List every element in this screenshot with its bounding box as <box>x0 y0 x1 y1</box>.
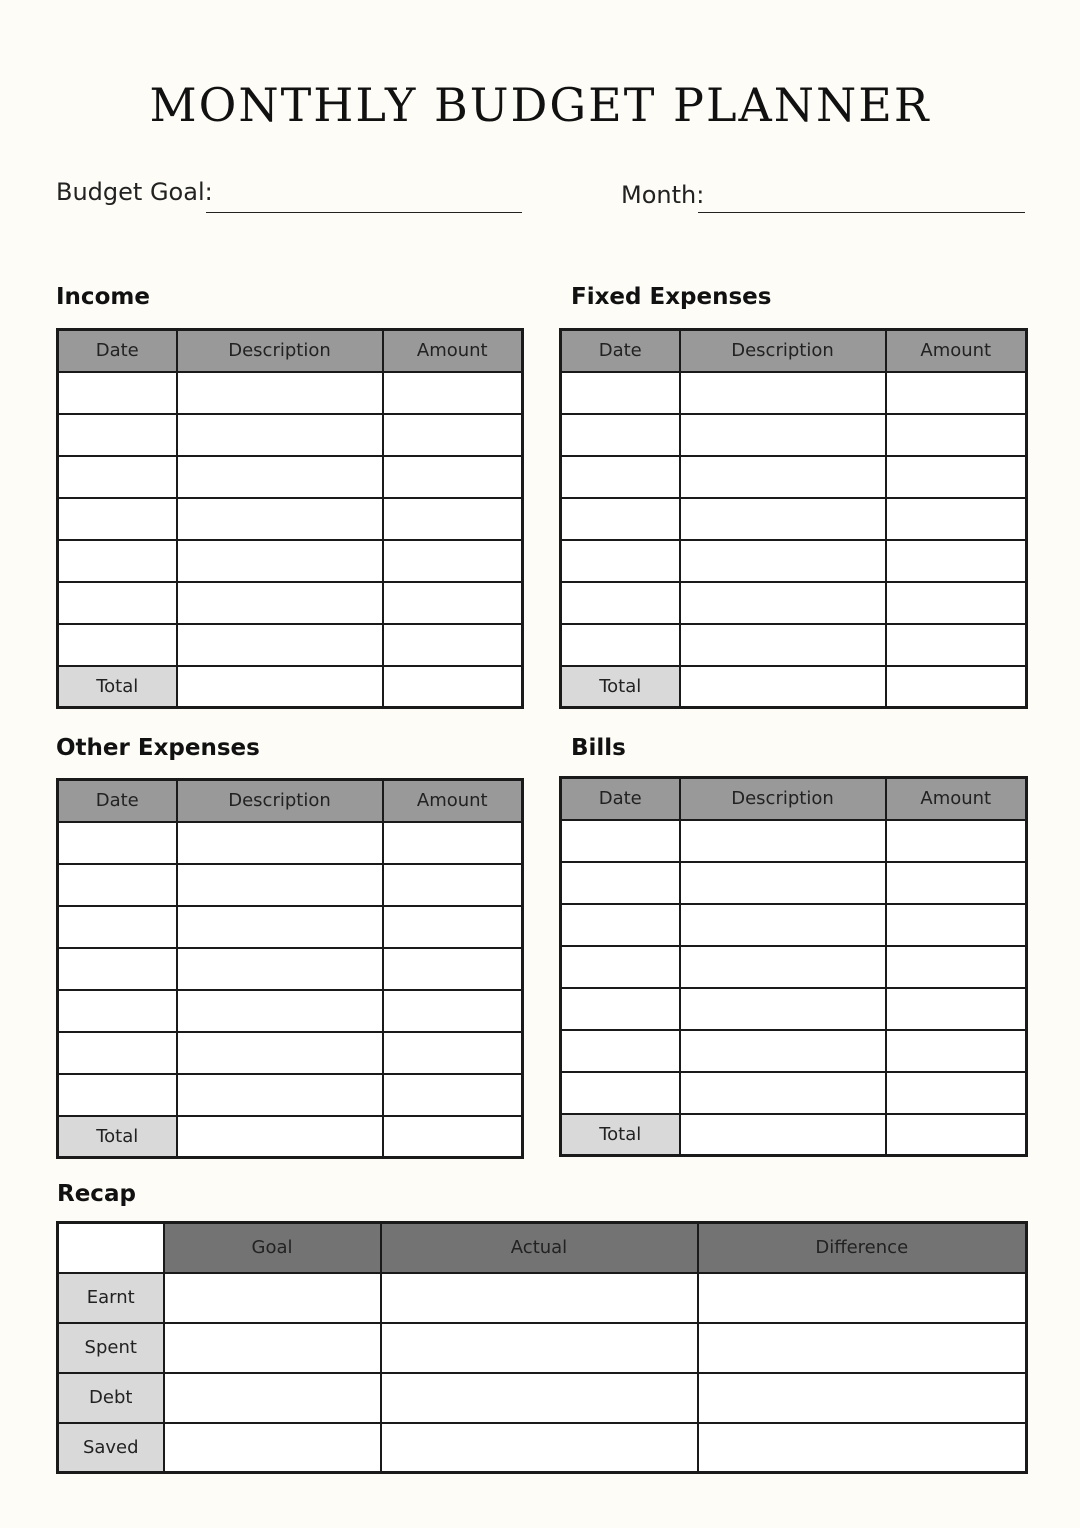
table-row <box>58 990 523 1032</box>
bills-cell[interactable] <box>680 946 886 988</box>
income-cell[interactable] <box>177 414 383 456</box>
recap-cell[interactable] <box>164 1423 381 1473</box>
other-cell[interactable] <box>177 1032 383 1074</box>
recap-header-actual: Actual <box>381 1223 698 1273</box>
recap-cell[interactable] <box>381 1323 698 1373</box>
other-cell[interactable] <box>58 1074 177 1116</box>
fixed-total-description[interactable] <box>680 666 886 708</box>
table-row <box>561 624 1027 666</box>
income-cell[interactable] <box>383 372 523 414</box>
other-expenses-table <box>56 778 524 1159</box>
fixed-cell[interactable] <box>561 456 680 498</box>
table-row <box>561 862 1027 904</box>
income-cell[interactable] <box>177 498 383 540</box>
income-total-description[interactable] <box>177 666 383 708</box>
budget-goal-label: Budget Goal: <box>56 178 213 206</box>
income-cell[interactable] <box>383 582 523 624</box>
table-row <box>561 582 1027 624</box>
recap-cell[interactable] <box>698 1373 1027 1423</box>
bills-total-amount[interactable] <box>886 1114 1027 1156</box>
bills-cell[interactable] <box>886 820 1027 862</box>
table-row <box>58 1074 523 1116</box>
income-header-date: Date <box>58 330 177 372</box>
bills-cell[interactable] <box>680 820 886 862</box>
income-cell[interactable] <box>177 582 383 624</box>
income-header-amount: Amount <box>383 330 523 372</box>
recap-cell[interactable] <box>381 1423 698 1473</box>
recap-corner-cell <box>58 1223 164 1273</box>
bills-cell[interactable] <box>886 946 1027 988</box>
fixed-expenses-table <box>559 328 1028 709</box>
bills-cell[interactable] <box>561 1072 680 1114</box>
fixed-cell[interactable] <box>680 624 886 666</box>
income-cell[interactable] <box>58 624 177 666</box>
income-cell[interactable] <box>58 414 177 456</box>
bills-header-date: Date <box>561 778 680 820</box>
other-cell[interactable] <box>58 948 177 990</box>
income-cell[interactable] <box>58 456 177 498</box>
bills-cell[interactable] <box>561 904 680 946</box>
fixed-expenses-section-title: Fixed Expenses <box>571 284 772 310</box>
table-row <box>58 456 523 498</box>
bills-cell[interactable] <box>886 862 1027 904</box>
income-cell[interactable] <box>383 540 523 582</box>
income-cell[interactable] <box>58 582 177 624</box>
bills-cell[interactable] <box>680 988 886 1030</box>
bills-table <box>559 776 1028 1157</box>
fixed-cell[interactable] <box>886 456 1027 498</box>
fixed-cell[interactable] <box>886 372 1027 414</box>
other-cell[interactable] <box>383 990 523 1032</box>
other-total-description[interactable] <box>177 1116 383 1158</box>
other-cell[interactable] <box>177 906 383 948</box>
other-cell[interactable] <box>58 1032 177 1074</box>
fixed-cell[interactable] <box>886 540 1027 582</box>
recap-row-earnt <box>58 1273 1027 1323</box>
income-cell[interactable] <box>58 372 177 414</box>
page-title: MONTHLY BUDGET PLANNER <box>149 78 931 132</box>
income-cell[interactable] <box>177 540 383 582</box>
bills-cell[interactable] <box>561 988 680 1030</box>
other-cell[interactable] <box>383 906 523 948</box>
total-row <box>58 666 523 708</box>
table-row <box>561 904 1027 946</box>
fixed-cell[interactable] <box>561 372 680 414</box>
other-header-description: Description <box>177 780 383 822</box>
other-total-amount[interactable] <box>383 1116 523 1158</box>
other-cell[interactable] <box>383 1074 523 1116</box>
recap-label-earnt: Earnt <box>58 1273 164 1323</box>
fixed-header-date: Date <box>561 330 680 372</box>
recap-label-saved: Saved <box>58 1423 164 1473</box>
other-cell[interactable] <box>383 948 523 990</box>
recap-cell[interactable] <box>164 1273 381 1323</box>
table-row <box>58 948 523 990</box>
bills-cell[interactable] <box>561 946 680 988</box>
fixed-cell[interactable] <box>886 498 1027 540</box>
recap-header-goal: Goal <box>164 1223 381 1273</box>
fixed-cell[interactable] <box>680 582 886 624</box>
bills-cell[interactable] <box>561 862 680 904</box>
other-cell[interactable] <box>58 990 177 1032</box>
table-row <box>561 372 1027 414</box>
bills-cell[interactable] <box>886 1030 1027 1072</box>
month-field[interactable] <box>698 212 1025 213</box>
other-cell[interactable] <box>58 822 177 864</box>
other-cell[interactable] <box>177 864 383 906</box>
table-row <box>58 1032 523 1074</box>
fixed-cell[interactable] <box>680 498 886 540</box>
bills-cell[interactable] <box>561 1030 680 1072</box>
income-cell[interactable] <box>177 624 383 666</box>
income-cell[interactable] <box>383 414 523 456</box>
other-header-amount: Amount <box>383 780 523 822</box>
income-cell[interactable] <box>58 540 177 582</box>
other-cell[interactable] <box>383 822 523 864</box>
recap-table <box>56 1221 1028 1474</box>
bills-cell[interactable] <box>561 820 680 862</box>
table-row <box>561 1030 1027 1072</box>
other-cell[interactable] <box>383 864 523 906</box>
table-row <box>561 540 1027 582</box>
bills-cell[interactable] <box>680 904 886 946</box>
income-cell[interactable] <box>177 456 383 498</box>
bills-cell[interactable] <box>680 1030 886 1072</box>
fixed-cell[interactable] <box>680 456 886 498</box>
fixed-cell[interactable] <box>680 414 886 456</box>
table-row <box>58 372 523 414</box>
other-total-label: Total <box>58 1116 177 1158</box>
income-total-label: Total <box>58 666 177 708</box>
bills-cell[interactable] <box>886 1072 1027 1114</box>
income-header-description: Description <box>177 330 383 372</box>
table-row <box>58 906 523 948</box>
other-header-date: Date <box>58 780 177 822</box>
fixed-header-description: Description <box>680 330 886 372</box>
other-cell[interactable] <box>177 822 383 864</box>
fixed-cell[interactable] <box>886 582 1027 624</box>
total-row <box>561 666 1027 708</box>
recap-cell[interactable] <box>164 1373 381 1423</box>
recap-row-saved <box>58 1423 1027 1473</box>
fixed-cell[interactable] <box>561 414 680 456</box>
bills-cell[interactable] <box>886 988 1027 1030</box>
table-row <box>58 540 523 582</box>
budget-goal-field[interactable] <box>206 212 522 213</box>
fixed-cell[interactable] <box>561 624 680 666</box>
recap-label-spent: Spent <box>58 1323 164 1373</box>
table-row <box>561 820 1027 862</box>
table-row <box>58 498 523 540</box>
table-row <box>58 822 523 864</box>
total-row <box>58 1116 523 1158</box>
recap-section-title: Recap <box>57 1181 136 1207</box>
recap-cell[interactable] <box>164 1323 381 1373</box>
income-table <box>56 328 524 709</box>
bills-total-label: Total <box>561 1114 680 1156</box>
recap-row-debt <box>58 1373 1027 1423</box>
month-label: Month: <box>621 181 705 209</box>
recap-cell[interactable] <box>698 1423 1027 1473</box>
other-cell[interactable] <box>58 906 177 948</box>
fixed-cell[interactable] <box>886 624 1027 666</box>
recap-label-debt: Debt <box>58 1373 164 1423</box>
bills-total-description[interactable] <box>680 1114 886 1156</box>
fixed-total-label: Total <box>561 666 680 708</box>
table-row <box>561 988 1027 1030</box>
recap-cell[interactable] <box>381 1273 698 1323</box>
fixed-total-amount[interactable] <box>886 666 1027 708</box>
income-cell[interactable] <box>383 456 523 498</box>
table-row <box>561 498 1027 540</box>
fixed-cell[interactable] <box>561 540 680 582</box>
other-cell[interactable] <box>383 1032 523 1074</box>
recap-cell[interactable] <box>698 1273 1027 1323</box>
income-cell[interactable] <box>58 498 177 540</box>
table-row <box>58 624 523 666</box>
recap-header-difference: Difference <box>698 1223 1027 1273</box>
fixed-cell[interactable] <box>561 498 680 540</box>
bills-header-amount: Amount <box>886 778 1027 820</box>
income-cell[interactable] <box>383 498 523 540</box>
fixed-cell[interactable] <box>680 540 886 582</box>
other-cell[interactable] <box>177 948 383 990</box>
fixed-cell[interactable] <box>886 414 1027 456</box>
bills-section-title: Bills <box>571 735 626 761</box>
bills-cell[interactable] <box>886 904 1027 946</box>
income-total-amount[interactable] <box>383 666 523 708</box>
income-cell[interactable] <box>383 624 523 666</box>
recap-cell[interactable] <box>381 1373 698 1423</box>
table-row <box>561 946 1027 988</box>
fixed-cell[interactable] <box>680 372 886 414</box>
table-row <box>561 1072 1027 1114</box>
bills-cell[interactable] <box>680 862 886 904</box>
fixed-header-amount: Amount <box>886 330 1027 372</box>
bills-header-description: Description <box>680 778 886 820</box>
table-row <box>561 456 1027 498</box>
other-cell[interactable] <box>177 1074 383 1116</box>
income-section-title: Income <box>56 284 150 310</box>
other-cell[interactable] <box>58 864 177 906</box>
other-cell[interactable] <box>177 990 383 1032</box>
income-cell[interactable] <box>177 372 383 414</box>
recap-row-spent <box>58 1323 1027 1373</box>
recap-cell[interactable] <box>698 1323 1027 1373</box>
other-expenses-section-title: Other Expenses <box>56 735 260 761</box>
table-row <box>58 864 523 906</box>
table-row <box>561 414 1027 456</box>
bills-cell[interactable] <box>680 1072 886 1114</box>
table-row <box>58 414 523 456</box>
table-row <box>58 582 523 624</box>
fixed-cell[interactable] <box>561 582 680 624</box>
total-row <box>561 1114 1027 1156</box>
